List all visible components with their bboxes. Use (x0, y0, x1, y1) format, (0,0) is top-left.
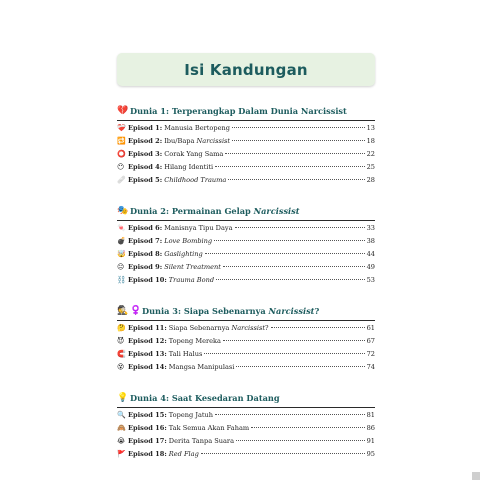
page-number: 74 (366, 363, 375, 371)
toc-entry[interactable] (117, 176, 375, 189)
section-heading (117, 104, 375, 121)
episode-label: Episod 7: (128, 237, 163, 245)
episode-title: Manusia Bertopeng (164, 124, 230, 132)
red-flag-icon: 🚩 (117, 450, 126, 458)
episode-title: Mangsa Manipulasi (168, 363, 235, 371)
page-number: 18 (366, 137, 375, 145)
episode-title: Manisnya Tipu Daya (164, 224, 233, 232)
broken-heart-icon: 💔 (117, 105, 129, 116)
episode-title: Corak Yang Sama (164, 150, 224, 158)
dot-leader (235, 227, 365, 228)
episode-label: Episod 4: (128, 163, 163, 171)
episode-title: Gaslighting (164, 250, 203, 258)
page-title: Isi Kandungan (184, 60, 308, 79)
episode-title: Siapa Sebenarnya Narcissist? (168, 324, 269, 332)
page-number: 61 (366, 324, 375, 332)
episode-label: Episod 10: (128, 276, 167, 284)
episode-title: Red Flag (168, 450, 199, 458)
toc-entry[interactable] (117, 450, 375, 463)
section-title: Dunia 1: Terperangkap Dalam Dunia Narcissist (130, 106, 347, 116)
repeat-icon: 🔁 (117, 137, 126, 145)
dot-leader (225, 153, 364, 154)
dot-leader (232, 140, 365, 141)
page-number: 81 (366, 411, 375, 419)
episode-label: Episod 11: (128, 324, 167, 332)
dot-leader (214, 240, 364, 241)
light-bulb-icon: 💡 (117, 392, 129, 403)
page-number: 53 (366, 276, 375, 284)
section-title: Dunia 4: Saat Kesedaran Datang (130, 393, 280, 403)
page-number: 38 (366, 237, 375, 245)
toc-entry[interactable] (117, 276, 375, 289)
toc-entry[interactable] (117, 250, 375, 263)
episode-title: Derita Tanpa Suara (168, 437, 234, 445)
episode-label: Episod 14: (128, 363, 167, 371)
dot-leader (223, 266, 365, 267)
dot-leader (251, 427, 364, 428)
episode-label: Episod 12: (128, 337, 167, 345)
title-banner (117, 53, 375, 86)
episode-title: Tak Semua Akan Faham (168, 424, 250, 432)
expressionless-face-icon: 😑 (117, 263, 125, 271)
circle-icon: ⭕ (117, 150, 126, 158)
episode-label: Episod 9: (128, 263, 163, 271)
episode-label: Episod 8: (128, 250, 163, 258)
page-number: 44 (366, 250, 375, 258)
toc-entry[interactable] (117, 224, 375, 237)
dizzy-face-icon: 😵 (117, 363, 125, 371)
toc-entry[interactable] (117, 150, 375, 163)
toc-entry[interactable] (117, 337, 375, 350)
episode-label: Episod 1: (128, 124, 163, 132)
toc-entry[interactable] (117, 263, 375, 276)
page-number: 33 (366, 224, 375, 232)
blank-face-icon: 😶 (117, 163, 125, 171)
toc-entry[interactable] (117, 411, 375, 424)
section-heading (117, 391, 375, 408)
toc-section-1 (117, 104, 375, 189)
page-number: 25 (366, 163, 375, 171)
toc-entry[interactable] (117, 350, 375, 363)
episode-label: Episod 5: (128, 176, 163, 184)
dot-leader (228, 179, 364, 180)
episode-title: Ibu/Bapa Narcissist (164, 137, 231, 145)
page-number: 28 (366, 176, 375, 184)
episode-label: Episod 16: (128, 424, 167, 432)
page-corner-mark (472, 472, 480, 480)
page-number: 67 (366, 337, 375, 345)
episode-label: Episod 6: (128, 224, 163, 232)
section-title: Dunia 2: Permainan Gelap Narcissist (130, 206, 300, 216)
toc-section-3 (117, 304, 375, 376)
candy-icon: 🍬 (117, 224, 126, 232)
exploding-head-icon: 🤯 (117, 250, 126, 258)
episode-title: Tali Halus (168, 350, 203, 358)
dot-leader (271, 327, 365, 328)
dot-leader (216, 279, 365, 280)
episode-label: Episod 18: (128, 450, 167, 458)
episode-label: Episod 2: (128, 137, 163, 145)
toc-section-2 (117, 204, 375, 289)
episode-label: Episod 15: (128, 411, 167, 419)
toc-entry[interactable] (117, 437, 375, 450)
section-heading (117, 204, 375, 221)
bandage-icon: 🩹 (117, 176, 126, 184)
page-number: 91 (366, 437, 375, 445)
dot-leader (205, 253, 365, 254)
bandaged-heart-icon: ❤️‍🩹 (117, 124, 126, 132)
toc-entry[interactable] (117, 424, 375, 437)
dot-leader (232, 127, 365, 128)
section-title: Dunia 3: Siapa Sebenarnya Narcissist? (142, 306, 320, 316)
detective-icon: 🕵️ (117, 305, 129, 316)
dot-leader (215, 166, 364, 167)
episode-title: Hilang Identiti (164, 163, 214, 171)
page-number: 13 (366, 124, 375, 132)
magnet-icon: 🧲 (117, 350, 126, 358)
dot-leader (215, 414, 365, 415)
dot-leader (201, 453, 365, 454)
toc-entry[interactable] (117, 137, 375, 150)
toc-section-4 (117, 391, 375, 463)
dot-leader (204, 353, 364, 354)
dot-leader (236, 440, 365, 441)
female-sign-icon: ♀️ (130, 305, 142, 316)
page-number: 95 (366, 450, 375, 458)
episode-title: Topeng Mereka (168, 337, 221, 345)
page-number: 72 (366, 350, 375, 358)
devil-face-icon: 😈 (117, 337, 125, 345)
thinking-face-icon: 🤔 (117, 324, 126, 332)
crying-face-icon: 😭 (117, 437, 126, 445)
episode-label: Episod 3: (128, 150, 163, 158)
section-heading (117, 304, 375, 321)
dot-leader (236, 366, 364, 367)
table-of-contents (117, 104, 375, 478)
bomb-icon: 💣 (117, 237, 126, 245)
theater-masks-icon: 🎭 (117, 205, 129, 216)
dot-leader (223, 340, 365, 341)
toc-entry[interactable] (117, 124, 375, 137)
toc-entry[interactable] (117, 363, 375, 376)
episode-title: Silent Treatment (164, 263, 221, 271)
toc-entry[interactable] (117, 324, 375, 337)
episode-title: Topeng Jatuh (168, 411, 214, 419)
page-number: 22 (366, 150, 375, 158)
see-no-evil-monkey-icon: 🙈 (117, 424, 126, 432)
magnifier-icon: 🔍 (117, 411, 126, 419)
episode-label: Episod 17: (128, 437, 167, 445)
episode-title: Childhood Trauma (164, 176, 227, 184)
chains-icon: ⛓️ (117, 276, 126, 284)
toc-entry[interactable] (117, 237, 375, 250)
episode-title: Love Bombing (164, 237, 213, 245)
page-number: 49 (366, 263, 375, 271)
episode-label: Episod 13: (128, 350, 167, 358)
toc-entry[interactable] (117, 163, 375, 176)
page-number: 86 (366, 424, 375, 432)
episode-title: Trauma Bond (168, 276, 215, 284)
